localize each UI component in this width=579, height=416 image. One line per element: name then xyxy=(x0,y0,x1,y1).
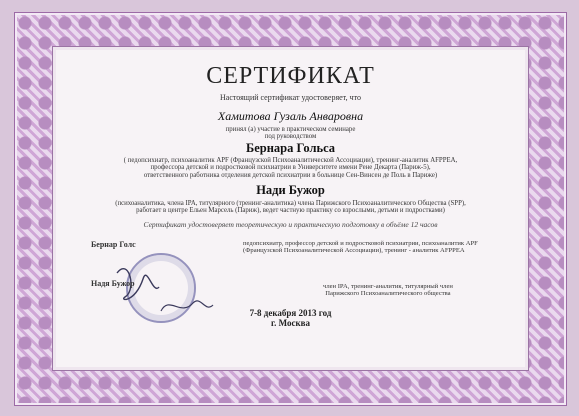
signatory2-desc-line1: член IPA, тренинг-аналитик, титулярный член xyxy=(323,283,453,290)
certificate-subtitle: Настоящий сертификат удостоверяет, что xyxy=(220,93,361,102)
leader2-name: Нади Бужор xyxy=(256,183,325,197)
leader2-desc-line1: (психоаналитика, члена IPA, титулярного (тренинг-аналитика) члена Парижского Психоаналитического Общества (SPP), xyxy=(115,200,466,207)
hours-statement: Сертификат удостоверяет теоретическую и практическую подготовку в объёме 12 часов xyxy=(143,220,438,229)
certificate-body xyxy=(52,46,529,371)
city-line: г. Москва xyxy=(271,317,310,328)
leader1-desc-line2: профессора детской и подростковой психиатрии в Университете имени Рене Декарта (Париж-5), xyxy=(150,164,431,172)
signatory1-description xyxy=(243,240,478,255)
signatory2-desc-line2: Парижского Психоаналитического общества xyxy=(325,290,451,298)
signatory1-name: Бернар Голс xyxy=(91,240,136,249)
participation-line1: принял (а) участие в практическом семинаре xyxy=(225,126,356,133)
participation-line2: под руководством xyxy=(264,133,317,141)
recipient-name: Хамитова Гузаль Анваровна xyxy=(217,109,364,123)
signatory1-desc-line2: (Французской Психоаналитической Ассоциации), тренинг - аналитик AFPPEA xyxy=(243,247,465,255)
signatory1-desc-line1: педопсихиатр, профессор детской и подростковой психиатрии, психоаналитик APF xyxy=(243,240,478,247)
signatory2-description xyxy=(323,283,453,298)
leader1-description xyxy=(53,157,528,179)
leader1-name: Бернара Гольса xyxy=(245,141,336,155)
date-location xyxy=(53,309,528,329)
signatory2-name: Надя Бужор xyxy=(91,279,135,288)
leader1-desc-line1: ( педопсихиатр, психоаналитик APF (Французской Психоаналитической Ассоциации), тренинг-аналитик AFPPEA, xyxy=(123,157,458,164)
date-line: 7-8 декабря 2013 год xyxy=(249,308,332,318)
leader2-description xyxy=(53,200,528,215)
leader1-desc-line3: ответственного работника отделения детской психиатрии в больнице Сен-Винсен де Поль в Париже) xyxy=(143,171,438,179)
participation-text xyxy=(53,126,528,141)
certificate-title: СЕРТИФИКАТ xyxy=(206,63,375,89)
leader2-desc-line2: работает в центре Ельен Марсель (Париж), ведет частную практику со взрослыми, детьми и подростками) xyxy=(136,207,445,215)
